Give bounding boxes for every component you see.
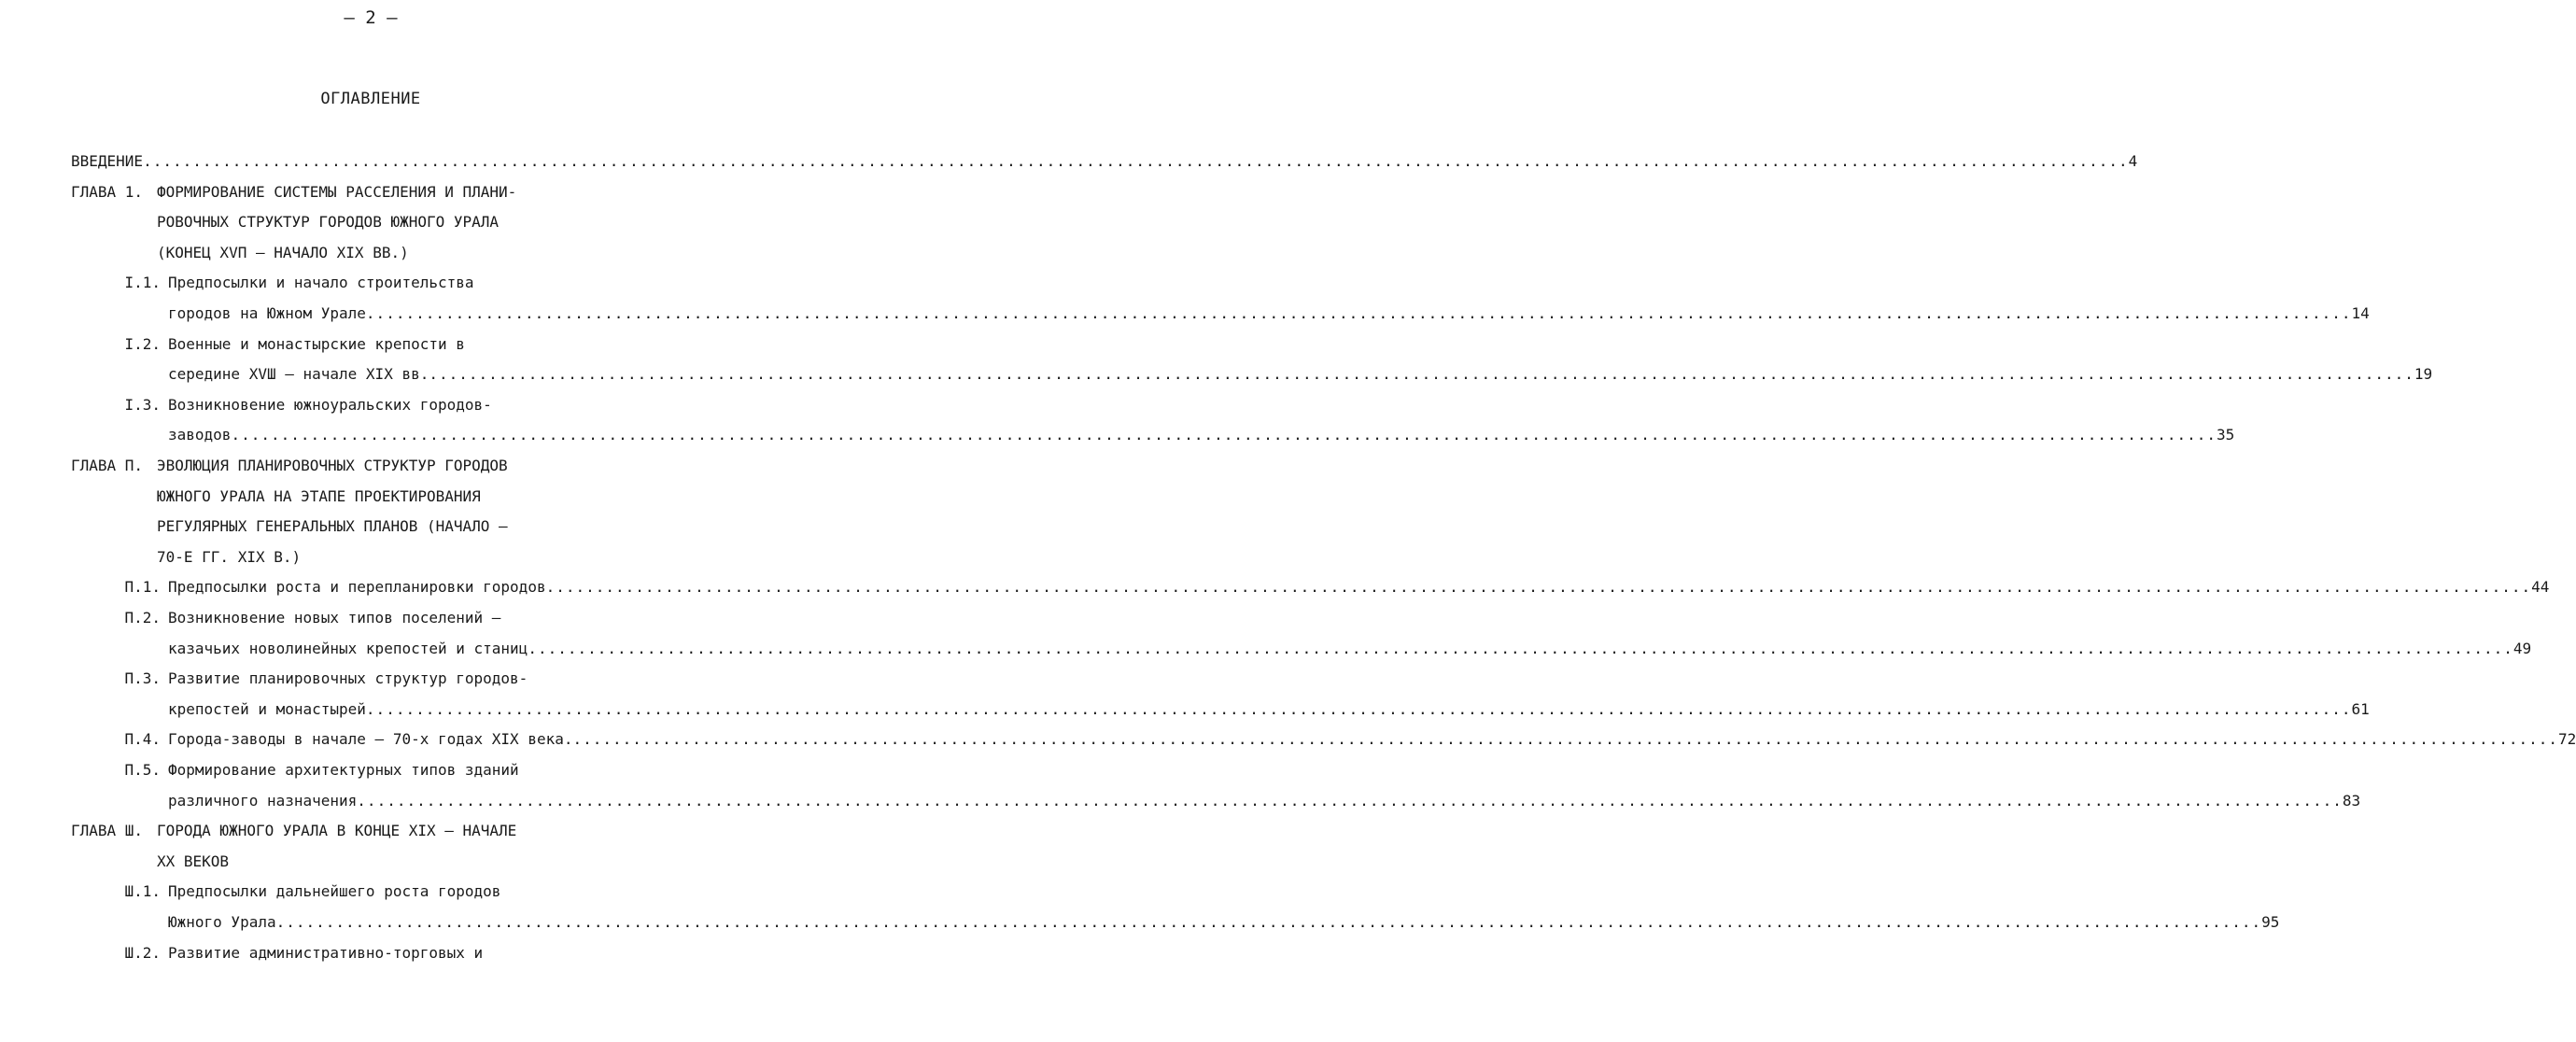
toc-entry-introduction (71, 149, 2138, 174)
entry-text: городов на Южном Урале (168, 304, 366, 322)
entry-text: РЕГУЛЯРНЫХ ГЕНЕРАЛЬНЫХ ПЛАНОВ (НАЧАЛО – (157, 517, 508, 536)
entry-text: ФОРМИРОВАНИЕ СИСТЕМЫ РАССЕЛЕНИЯ И ПЛАНИ- (157, 182, 517, 201)
page-ref: 83 (2342, 791, 2361, 810)
chapter-title-line (157, 819, 516, 843)
section-title-line (168, 667, 528, 691)
chapter-title-line (157, 210, 499, 234)
entry-text: ЭВОЛЮЦИЯ ПЛАНИРОВОЧНЫХ СТРУКТУР ГОРОДОВ (157, 457, 508, 474)
entry-text: 70-Е ГГ. XIX В.) (157, 547, 302, 566)
dot-leader: ........................................................................................................................................................................................................ (357, 791, 2343, 810)
dot-leader: ........................................................................................................................................................................................................ (275, 913, 2262, 931)
section-title-line (168, 606, 500, 630)
entry-text: ГОРОДА ЮЖНОГО УРАЛА В КОНЦЕ XIX – НАЧАЛЕ (157, 822, 517, 840)
dot-leader: ........................................................................................................................................................................................................ (365, 699, 2352, 718)
entry-text: Предпосылки дальнейшего роста городов (168, 882, 501, 901)
entry-text: Развитие административно-торговых и (168, 943, 484, 962)
entry-text: Южного Урала (168, 913, 276, 931)
dot-leader: ........................................................................................................................................................................................................ (231, 426, 2217, 444)
dot-leader: ........................................................................................................................................................................................................ (572, 730, 2559, 749)
section-number: Ш.2. (124, 943, 161, 962)
entry-text: (КОНЕЦ XVП – НАЧАЛО XIX ВВ.) (157, 243, 409, 261)
section-title-line (168, 727, 2576, 752)
section-number: П.1. (124, 578, 161, 597)
section-title-line (168, 910, 2280, 935)
chapter-title-line (157, 241, 409, 265)
entry-text: заводов (168, 426, 232, 444)
section-title-line (168, 271, 474, 295)
page-title: ОГЛАВЛЕНИЕ (320, 90, 421, 108)
entry-text: Возникновение южноуральских городов- (168, 395, 492, 414)
entry-text: РОВОЧНЫХ СТРУКТУР ГОРОДОВ ЮЖНОГО УРАЛА (157, 213, 500, 232)
section-number: П.2. (124, 609, 161, 627)
section-number: П.3. (124, 669, 161, 688)
page-ref: 72 (2558, 730, 2576, 749)
section-title-line (168, 575, 2550, 599)
section-title-line (168, 332, 465, 357)
entry-text: различного назначения (168, 791, 358, 810)
chapter-title-line (157, 514, 508, 539)
section-title-line (168, 393, 492, 417)
dot-leader: ........................................................................................................................................................................................................ (365, 304, 2352, 322)
chapter-label: ГЛАВА 1. (71, 182, 144, 201)
page-ref: 95 (2261, 913, 2280, 931)
section-title-line (168, 758, 519, 782)
page-ref: 49 (2513, 639, 2532, 657)
entry-text: XX ВЕКОВ (157, 852, 230, 870)
chapter-label: ГЛАВА П. (71, 457, 144, 474)
entry-text: Возникновение новых типов поселений – (168, 609, 501, 627)
entry-text: середине XVШ – начале XIX вв. (168, 365, 429, 384)
chapter-title-line (157, 454, 508, 478)
chapter-title-line (157, 485, 481, 509)
chapter-title-line (157, 850, 229, 874)
entry-text: Формирование архитектурных типов зданий (168, 761, 519, 779)
section-title-line (168, 302, 2370, 326)
page-ref: 19 (2414, 365, 2433, 384)
section-title-line (168, 697, 2370, 722)
section-number: П.4. (124, 730, 161, 749)
entry-text: ВВЕДЕНИЕ (71, 152, 144, 170)
entry-text: Военные и монастырские крепости в (168, 334, 465, 353)
entry-text: крепостей и монастырей (168, 699, 366, 718)
dot-leader: ........................................................................................................................................................................................................ (528, 639, 2513, 657)
entry-text: Развитие планировочных структур городов- (168, 669, 528, 688)
section-title-line (168, 423, 2235, 447)
section-number: П.5. (124, 761, 161, 779)
entry-text: Города-заводы в начале – 70-х годах XIX века. (168, 730, 573, 749)
section-number: Ш.1. (124, 882, 161, 901)
entry-text: Предпосылки роста и перепланировки городов (168, 578, 546, 597)
entry-text: ЮЖНОГО УРАЛА НА ЭТАПЕ ПРОЕКТИРОВАНИЯ (157, 486, 481, 505)
dot-leader: ........................................................................................................................................................................................................ (545, 578, 2532, 597)
section-number: I.3. (124, 395, 161, 414)
section-title-line (168, 789, 2361, 813)
chapter-title-line (157, 180, 516, 204)
page-ref: 61 (2351, 699, 2370, 718)
section-title-line (168, 880, 500, 904)
entry-text: Предпосылки и начало строительства (168, 274, 474, 292)
section-number: I.1. (124, 274, 161, 292)
page-ref: 14 (2351, 304, 2370, 322)
page-ref: 35 (2217, 426, 2235, 444)
page-ref: 44 (2531, 578, 2550, 597)
dot-leader: ........................................................................................................................................................................................................ (143, 152, 2129, 170)
chapter-title-line (157, 545, 301, 570)
section-title-line (168, 941, 483, 965)
entry-text: казачьих новолинейных крепостей и станиц (168, 639, 528, 657)
chapter-label: ГЛАВА Ш. (71, 822, 144, 840)
dot-leader: ........................................................................................................................................................................................................ (429, 365, 2414, 384)
page-ref: 4 (2128, 152, 2138, 170)
page-number: – 2 – (344, 7, 398, 28)
section-title-line (168, 362, 2433, 387)
section-title-line (168, 637, 2532, 661)
section-number: I.2. (124, 334, 161, 353)
